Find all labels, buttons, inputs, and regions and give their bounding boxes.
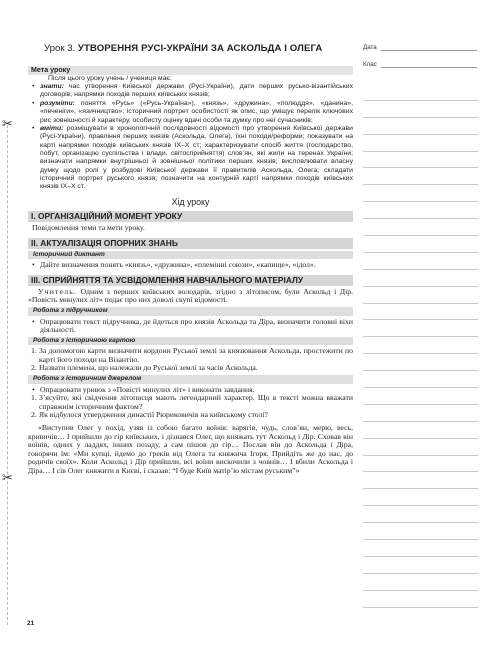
source-question-1: 1. З’ясуйте, які свідчення літописця мають легендарний характер. Що в тексті можна вважати справжнім історичним фактом? (31, 393, 353, 411)
source-task: • Опрацювати уривок з «Повісті минулих літ» і виконати завдання. (32, 384, 255, 394)
section-1-heading: І. ОРГАНІЗАЦІЙНИЙ МОМЕНТ УРОКУ (28, 211, 353, 222)
page-number: 21 (27, 620, 35, 627)
scissors-icon: ✂ (2, 117, 13, 132)
date-line (381, 50, 477, 51)
goal-item-understand: • розуміти: поняття «Русь» («Русь-Україна»), «князь», «дружина», «полюддя», «данина», «печеніги», «язичництво»; історичний портрет особистості як опис, що уміщує перелік ключових рис зовнішності й характеру, особисту оцінку вдачі особи та думку про неї сучасників; (32, 99, 353, 124)
map-subheading: Робота з історичною картою (28, 337, 353, 346)
textbook-subheading: Робота з підручником (28, 307, 353, 316)
section-1-text: Повідомлення теми та мети уроку. (32, 222, 145, 232)
chronicle-quote: «Виступив Олег у похід, узяв із собою багато воїнів: варягів, чудь, слов’ян, мерю, весь, кривичів… І прийшли до гір київських, і дізнався Олег, що княжать тут Аскольд і Дір. Сховав він воїнів, одних у ладдях, інших позаду, а сам пішов до гір… Послав він до Аскольда і Діра, говорячи їм: «Ми купці, йдемо до греків від Олега та княжича Ігоря. Прийдіть же до нас, до родичів своїх». Коли Аскольд і Дір прийшли, всі воїни вискочили з човнів… І вбили Аскольда і Діра… І сів Олег княжити в Києві, і сказав: “І буде Київ матір’ю містам руським”» (28, 423, 353, 476)
class-line (381, 67, 477, 68)
date-field[interactable] (363, 44, 377, 51)
goal-item-know: • знати: час утворення Київської держави (Русі-України), дати перших русько-візантійських договорів; напрямки походів перших київських князів; (32, 83, 353, 99)
goals-heading: Мета уроку (28, 66, 353, 75)
main-column (28, 66, 353, 476)
date-label: Дата (363, 44, 377, 51)
cut-line (7, 125, 8, 625)
class-label: Клас (363, 61, 377, 68)
source-subheading: Робота з історичним джерелом (28, 375, 353, 384)
section-3-heading: ІІІ. СПРИЙНЯТТЯ ТА УСВІДОМЛЕННЯ НАВЧАЛЬНОГО МАТЕРІАЛУ (28, 275, 353, 286)
map-task-1: 1. За допомогою карти визначити кордони Руської землі за князювання Аскольда, простежити по карті його походи на Візантію. (31, 346, 353, 364)
lesson-title (44, 43, 339, 57)
goal-item-skills: • вміти: розміщувати в хронологічній послідовності відомості про утворення Київської держави (Русі-України), правління перших князів (Аскольда, Олега), їхні походи/реформи; показувати на карті напрямки походів київських князів ІХ–Х ст; характеризувати спосіб життя (господарство, побут, організацію суспільства і влади, світосприйняття) слов’ян, які жили на теренах України; визначати напрямки внутрішньої й зовнішньої політики перших князів; висловлювати власну думку щодо ролі у розбудові Київської держави її правителів Аскольда, Олега; складати історичний портрет руського князя; позначити на контурній карті напрямки походів київських князів ІХ–Х ст. (32, 124, 353, 191)
section-2-heading: ІІ. АКТУАЛІЗАЦІЯ ОПОРНИХ ЗНАНЬ (28, 238, 353, 249)
lesson-title-text: УТВОРЕННЯ РУСІ-УКРАЇНИ ЗА АСКОЛЬДА І ОЛЕГА (77, 43, 323, 54)
scissors-icon: ✂ (2, 471, 13, 486)
goals-intro: Після цього уроку учень / учениця має: (48, 74, 172, 82)
course-title: Хід уроку (171, 196, 210, 207)
map-task-2: 2. Назвати племена, що належали до Руської землі за часів Аскольда. (31, 363, 258, 373)
lesson-number: Урок 3. (44, 43, 78, 54)
notes-lines (363, 84, 478, 608)
teacher-text: Учитель. Одним з перших київських володарів, згідно з літописом, були Аскольд і Дір. «Повість минулих літ» подає про них доволі скупі відомості. (28, 286, 353, 305)
textbook-task: • Опрацювати текст підручника, де йдеться про князів Аскольда та Діра, визначити головні віхи діяльності. (32, 316, 353, 335)
class-field[interactable] (363, 61, 377, 68)
dictation-subheading: Історичний диктант (28, 251, 353, 260)
source-question-2: 2. Як відбулося утвердження династії Рюриковичів на київському столі? (31, 410, 268, 420)
dictation-task: • Дайте визначення понять «князь», «дружина», «племінні союзи», «капище», «ідол». (32, 260, 316, 270)
